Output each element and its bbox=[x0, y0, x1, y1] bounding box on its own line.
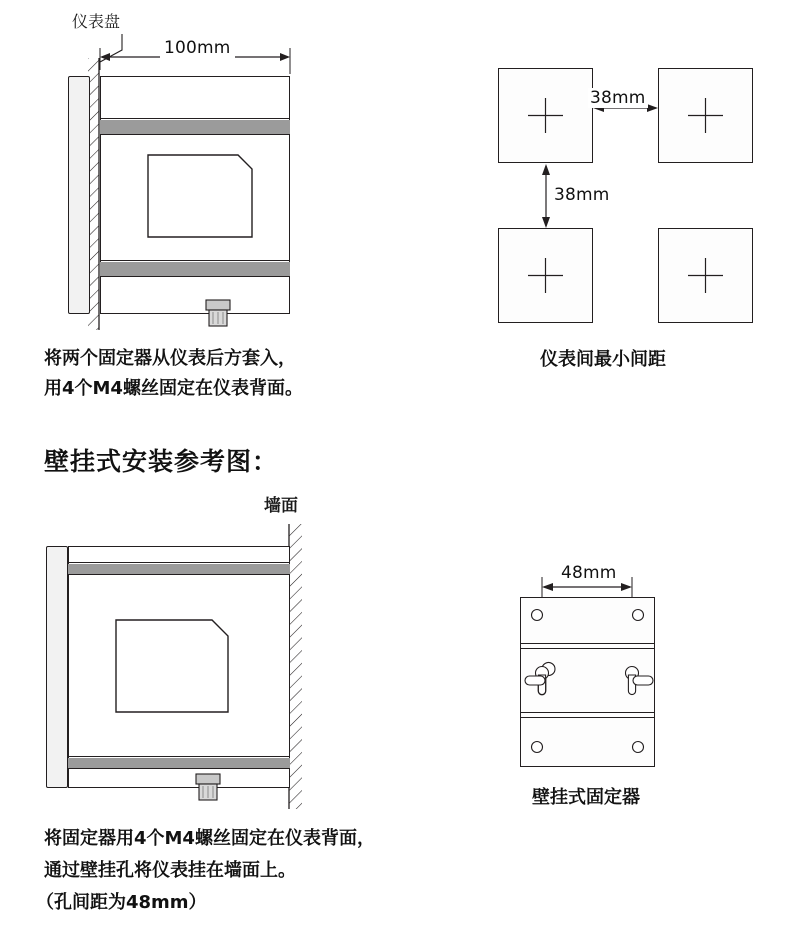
wall-mount-note-line3: （孔间距为48mm） bbox=[36, 892, 207, 913]
panel-mount-note-line2: 用4个M4螺丝固定在仪表背面。 bbox=[44, 378, 303, 399]
wall-mount-section-title: 壁挂式安装参考图： bbox=[44, 447, 279, 476]
spacing-horizontal-dimension-text: 38mm bbox=[590, 88, 646, 108]
wall-label: 墙面 bbox=[264, 496, 298, 516]
bracket-caption: 壁挂式固定器 bbox=[532, 787, 640, 808]
wall-mount-note-line2: 通过壁挂孔将仪表挂在墙面上。 bbox=[44, 860, 296, 881]
spacing-caption: 仪表间最小间距 bbox=[540, 349, 666, 370]
panel-mount-note-line1: 将两个固定器从仪表后方套入， bbox=[44, 348, 296, 369]
spacing-figure bbox=[460, 40, 790, 390]
spacing-vertical-dimension-text: 38mm bbox=[554, 185, 610, 205]
spacing-vertical-dimension bbox=[460, 40, 790, 390]
cable-gland bbox=[0, 0, 400, 400]
bracket-width-dimension-text: 48mm bbox=[558, 563, 620, 583]
wall-mount-figure bbox=[0, 490, 420, 930]
wall-mount-note-line1: 将固定器用4个M4螺丝固定在仪表背面， bbox=[44, 828, 375, 849]
panel-mount-figure bbox=[0, 0, 400, 400]
panel-board-label: 仪表盘 bbox=[72, 12, 121, 31]
depth-dimension-text: 100mm bbox=[160, 38, 235, 58]
wall-bracket-figure bbox=[480, 545, 780, 845]
